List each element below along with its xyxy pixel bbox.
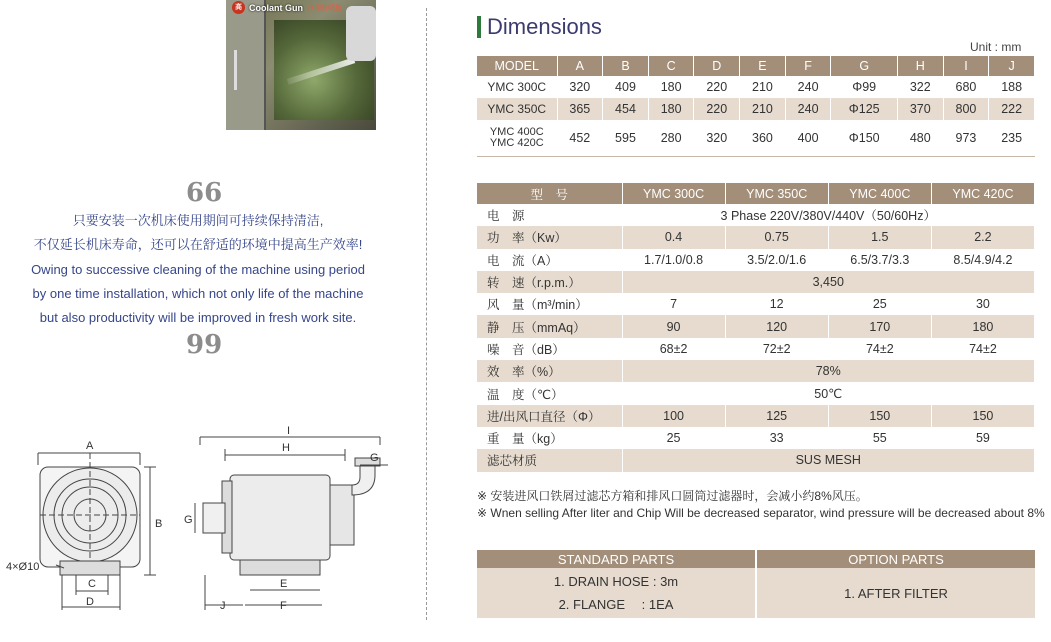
photo-label xyxy=(232,1,342,14)
spec-label: 温 度（℃） xyxy=(477,382,622,404)
dim-header: G xyxy=(831,56,898,76)
drawing-label-g-side: G xyxy=(184,514,193,526)
spec-value: SUS MESH xyxy=(622,449,1035,471)
side-view xyxy=(195,437,388,610)
drawing-label-h: H xyxy=(282,442,290,454)
spec-value: 90 xyxy=(622,315,725,337)
dimensions-title xyxy=(477,14,602,40)
spec-label: 进/出风口直径（Φ） xyxy=(477,405,622,427)
drawing-label-i: I xyxy=(287,425,291,437)
spec-header-model: YMC 300C xyxy=(622,183,725,204)
dimensions-header-row xyxy=(477,56,1035,76)
table-row xyxy=(477,249,1035,271)
spec-label: 重 量（kg） xyxy=(477,427,622,449)
dim-header: B xyxy=(603,56,649,76)
spec-value: 3,450 xyxy=(622,271,1035,293)
spec-value: 1.7/1.0/0.8 xyxy=(622,249,725,271)
spec-value: 8.5/4.9/4.2 xyxy=(931,249,1034,271)
spec-label: 风 量（m³/min） xyxy=(477,293,622,315)
parts-body-row xyxy=(477,568,1035,618)
spec-value: 3 Phase 220V/380V/440V（50/60Hz） xyxy=(622,204,1035,226)
table-row xyxy=(477,427,1035,449)
spec-label: 电 流（A） xyxy=(477,249,622,271)
dim-cell: 595 xyxy=(603,120,649,156)
drawing-label-c: C xyxy=(88,578,96,590)
spec-value: 120 xyxy=(725,315,828,337)
parts-table xyxy=(477,550,1035,618)
dim-cell: 220 xyxy=(694,76,740,98)
note-en: ※ Wnen selling After liter and Chip Will be decreased separator, wind pressure will be decreased about 8% xyxy=(477,506,1045,520)
drawing-label-holes: 4×Ø10 xyxy=(6,561,40,573)
drawing-label-g: G xyxy=(370,452,379,464)
spec-label: 电 源 xyxy=(477,204,622,226)
quote-en-line-1: Owing to successive cleaning of the machine using period xyxy=(31,262,365,277)
spec-value: 25 xyxy=(828,293,931,315)
dim-cell: 180 xyxy=(648,98,694,120)
table-row xyxy=(477,120,1035,156)
standard-parts-cell xyxy=(477,568,756,618)
standard-parts-header: STANDARD PARTS xyxy=(477,550,756,568)
spec-value: 72±2 xyxy=(725,338,828,360)
spec-label: 滤芯材质 xyxy=(477,449,622,471)
spec-value: 3.5/2.0/1.6 xyxy=(725,249,828,271)
spec-value: 1.5 xyxy=(828,226,931,248)
dim-cell: 240 xyxy=(785,76,831,98)
dim-cell: 322 xyxy=(897,76,943,98)
dim-cell: 188 xyxy=(989,76,1035,98)
spec-label: 效 率（%） xyxy=(477,360,622,382)
dim-cell: 320 xyxy=(694,120,740,156)
spec-value: 55 xyxy=(828,427,931,449)
technical-drawing xyxy=(0,425,420,642)
dim-header: J xyxy=(989,56,1035,76)
quote-close-icon: 99 xyxy=(186,330,223,360)
dim-cell: 235 xyxy=(989,120,1035,156)
dim-cell: 973 xyxy=(943,120,989,156)
model-line-1: YMC 400C xyxy=(489,125,544,138)
option-part-1: 1. AFTER FILTER xyxy=(756,568,1035,618)
spec-header-label: 型 号 xyxy=(477,183,622,204)
spec-value: 170 xyxy=(828,315,931,337)
brand-logo-icon: 高 xyxy=(232,1,245,14)
spec-value: 150 xyxy=(828,405,931,427)
dim-cell: 409 xyxy=(603,76,649,98)
column-divider xyxy=(426,8,427,620)
spec-label: 噪 音（dB） xyxy=(477,338,622,360)
door-handle xyxy=(234,50,237,90)
dim-header: A xyxy=(557,56,603,76)
spec-header-model: YMC 400C xyxy=(828,183,931,204)
spec-value: 78% xyxy=(622,360,1035,382)
spec-value: 59 xyxy=(931,427,1034,449)
drawing-label-f: F xyxy=(280,600,287,612)
dim-cell: 280 xyxy=(648,120,694,156)
table-row xyxy=(477,338,1035,360)
cabinet-door xyxy=(226,0,266,130)
dim-cell: 222 xyxy=(989,98,1035,120)
spec-value: 2.2 xyxy=(931,226,1034,248)
dim-cell-model xyxy=(477,120,557,156)
quote-open-icon: 66 xyxy=(186,178,223,208)
spec-label: 功 率（Kw） xyxy=(477,226,622,248)
quote-zh-line-1: 只要安装一次机床使用期间可持续保持清洁, xyxy=(72,213,324,228)
spec-value: 30 xyxy=(931,293,1034,315)
parts-header-row xyxy=(477,550,1035,568)
dim-cell: 180 xyxy=(648,76,694,98)
dim-cell: 365 xyxy=(557,98,603,120)
dim-cell: 680 xyxy=(943,76,989,98)
table-row xyxy=(477,315,1035,337)
dimensions-title-text: Dimensions xyxy=(487,14,602,39)
specs-table xyxy=(477,183,1035,472)
table-row xyxy=(477,98,1035,120)
spec-value: 50℃ xyxy=(622,382,1035,404)
option-parts-header: OPTION PARTS xyxy=(756,550,1035,568)
table-row xyxy=(477,204,1035,226)
standard-part-1: 1. DRAIN HOSE : 3m xyxy=(553,574,679,589)
dim-cell: Φ125 xyxy=(831,98,898,120)
quote-zh-line-2: 不仅延长机床寿命，还可以在舒适的环境中提高生产效率! xyxy=(33,237,363,252)
spec-value: 33 xyxy=(725,427,828,449)
standard-part-2: 2. FLANGE : 1EA xyxy=(558,597,674,612)
dim-cell: 454 xyxy=(603,98,649,120)
dim-cell: 210 xyxy=(740,98,786,120)
spec-value: 74±2 xyxy=(828,338,931,360)
photo-label-text: Coolant Gun xyxy=(249,2,303,13)
front-view xyxy=(38,453,156,610)
dim-header: F xyxy=(785,56,831,76)
table-row xyxy=(477,226,1035,248)
dim-cell: 220 xyxy=(694,98,740,120)
dim-cell: 360 xyxy=(740,120,786,156)
dimensions-table xyxy=(477,56,1035,157)
dim-cell: 452 xyxy=(557,120,603,156)
spec-value: 25 xyxy=(622,427,725,449)
spec-value: 0.4 xyxy=(622,226,725,248)
coolant-gun-photo xyxy=(226,0,376,130)
spec-value: 74±2 xyxy=(931,338,1034,360)
dim-header: H xyxy=(897,56,943,76)
table-row xyxy=(477,449,1035,471)
specs-header-row xyxy=(477,183,1035,204)
spec-value: 0.75 xyxy=(725,226,828,248)
drawing-label-a: A xyxy=(86,440,94,452)
photo-sub-label: 冷却液喷枪 xyxy=(307,4,342,12)
dim-header: C xyxy=(648,56,694,76)
quote-en-line-2: by one time installation, which not only life of the machine xyxy=(32,286,364,301)
note-zh: ※ 安装进风口铁屑过滤芯方箱和排风口圆筒过滤器时，会减小约8%风压。 xyxy=(477,489,868,503)
table-row xyxy=(477,360,1035,382)
table-row xyxy=(477,405,1035,427)
spec-value: 125 xyxy=(725,405,828,427)
dim-header: MODEL xyxy=(477,56,557,76)
quote-en-line-3: but also productivity will be improved in fresh work site. xyxy=(39,310,357,325)
spec-label: 转 速（r.p.m.） xyxy=(477,271,622,293)
drawing-label-j: J xyxy=(220,600,226,612)
dim-cell: Φ150 xyxy=(831,120,898,156)
drawing-label-b: B xyxy=(155,518,163,530)
table-row xyxy=(477,382,1035,404)
table-row xyxy=(477,271,1035,293)
spec-value: 6.5/3.7/3.3 xyxy=(828,249,931,271)
spec-header-model: YMC 350C xyxy=(725,183,828,204)
coolant-gun xyxy=(346,6,376,61)
spec-value: 180 xyxy=(931,315,1034,337)
spec-value: 12 xyxy=(725,293,828,315)
table-row xyxy=(477,76,1035,98)
unit-label: Unit : mm xyxy=(970,40,1022,54)
dim-header: D xyxy=(694,56,740,76)
dim-cell: 800 xyxy=(943,98,989,120)
drawing-label-d: D xyxy=(86,596,94,608)
spec-label: 静 压（mmAq） xyxy=(477,315,622,337)
dim-cell: 370 xyxy=(897,98,943,120)
dim-header: E xyxy=(740,56,786,76)
spec-value: 68±2 xyxy=(622,338,725,360)
dim-cell: 320 xyxy=(557,76,603,98)
dim-cell: 400 xyxy=(785,120,831,156)
dim-cell: YMC 300C xyxy=(477,76,557,98)
title-accent-bar xyxy=(477,16,481,38)
model-line-2: YMC 420C xyxy=(489,136,544,149)
table-row xyxy=(477,293,1035,315)
spec-value: 150 xyxy=(931,405,1034,427)
dim-cell: 210 xyxy=(740,76,786,98)
spec-header-model: YMC 420C xyxy=(931,183,1034,204)
dim-cell: 480 xyxy=(897,120,943,156)
dim-cell: Φ99 xyxy=(831,76,898,98)
spec-value: 100 xyxy=(622,405,725,427)
dim-cell: YMC 350C xyxy=(477,98,557,120)
spec-value: 7 xyxy=(622,293,725,315)
drawing-label-e: E xyxy=(280,578,288,590)
dim-cell: 240 xyxy=(785,98,831,120)
dim-header: I xyxy=(943,56,989,76)
